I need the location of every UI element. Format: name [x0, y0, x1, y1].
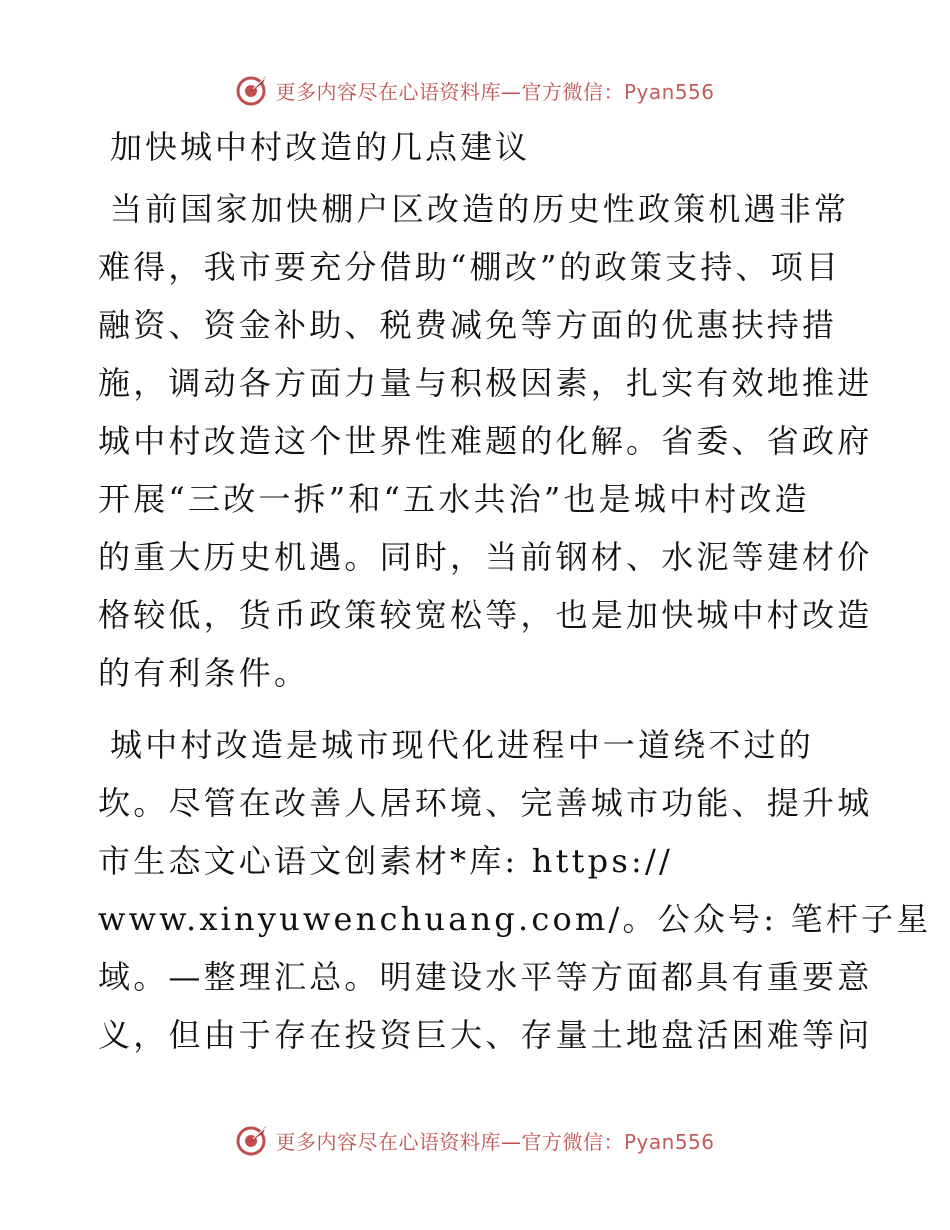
- text-line: 坎。尽管在改善人居环境、完善城市功能、提升城: [98, 784, 873, 822]
- text-line: 城中村改造是城市现代化进程中一道绕不过的: [110, 726, 815, 764]
- banner-text: 更多内容尽在心语资料库—官方微信：Pyan556: [275, 79, 715, 104]
- banner-text: 更多内容尽在心语资料库—官方微信：Pyan556: [275, 1129, 715, 1154]
- wechat-id: Pyan556: [623, 1129, 715, 1154]
- quill-logo-icon: [235, 1123, 269, 1157]
- paragraph-2: [98, 716, 932, 1064]
- text-line: 格较低，货币政策较宽松等，也是加快城中村改造: [98, 596, 873, 634]
- text-line: 融资、资金补助、税费减免等方面的优惠扶持措: [98, 306, 838, 344]
- paragraph-gap: [98, 702, 858, 716]
- footer-banner: [0, 1120, 950, 1160]
- text-line: 当前国家加快棚户区改造的历史性政策机遇非常: [110, 190, 850, 228]
- text-line: www.xinyuwenchuang.com/。公众号: 笔杆子星: [98, 900, 932, 938]
- wechat-id: Pyan556: [623, 79, 715, 104]
- document-body: [98, 124, 932, 1064]
- text-line: 开展“三改一拆”和“五水共治”也是城中村改造: [98, 480, 810, 518]
- document-title: 加快城中村改造的几点建议: [110, 128, 531, 166]
- text-line: 域。—整理汇总。明建设水平等方面都具有重要意: [98, 958, 873, 996]
- header-banner: [0, 70, 950, 110]
- text-line: 施，调动各方面力量与积极因素，扎实有效地推进: [98, 364, 873, 402]
- text-line: 市生态文心语文创素材*库: https://: [98, 842, 673, 880]
- text-line: 的有利条件。: [98, 654, 310, 692]
- paragraph-1: [98, 180, 873, 702]
- text-line: 城中村改造这个世界性难题的化解。省委、省政府: [98, 422, 873, 460]
- text-line: 的重大历史机遇。同时，当前钢材、水泥等建材价: [98, 538, 873, 576]
- quill-logo-icon: [235, 73, 269, 107]
- text-line: 义，但由于存在投资巨大、存量土地盘活困难等问: [98, 1016, 873, 1054]
- text-line: 难得，我市要充分借助“棚改”的政策支持、项目: [98, 248, 842, 286]
